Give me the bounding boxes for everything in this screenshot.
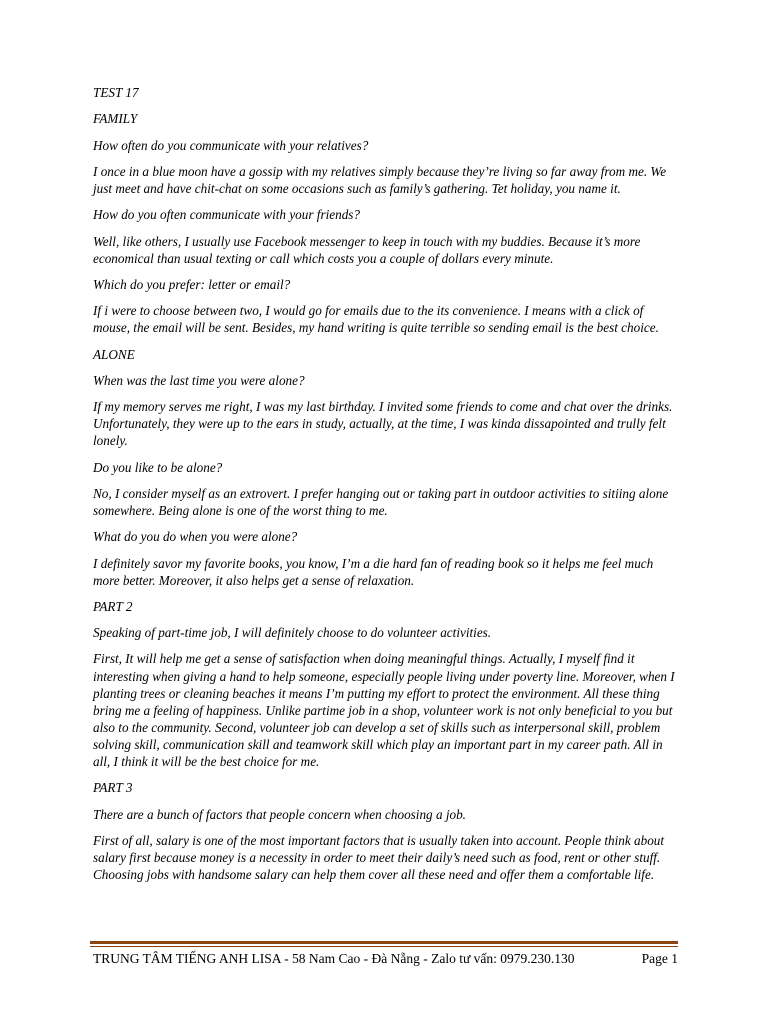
- answer-letter-email: If i were to choose between two, I would go for emails due to the its convenience. I means with a click of mouse, the email will be sent. Besides, my hand writing is quite terrible so sending email is the best choice.: [93, 303, 659, 336]
- part-2-answer: First, It will help me get a sense of satisfaction when doing meaningful things. Actually, I myself find it interesting when giving a hand to help someone, especially people living under poverty line. Moreover, when I planting trees or cleaning beaches it means I’m putting my effort to protect the environment. All these thing bring me a feeling of happiness. Unlike partime job in a shop, volunteer work is not only beneficial to you but also to the community. Second, volunteer job can develop a set of skills such as interpersonal skill, problem solving skill, communication skill and teamwork skill which play an important part in my career path. All in all, I think it will be the best choice for me.: [93, 651, 675, 769]
- footer-rule-thin: [90, 946, 678, 947]
- section-heading-part-2: PART 2: [93, 598, 133, 614]
- footer-page-number: Page 1: [641, 951, 678, 966]
- footer-rule-thick: [90, 941, 678, 944]
- part-3-answer: First of all, salary is one of the most important factors that is usually taken into account. People think about salary first because money is a necessity in order to meet their daily’s need such as food, rent or other stuff. Choosing jobs with handsome salary can help them cover all these need and offer them a comfortable life.: [93, 832, 665, 883]
- part-2-intro: Speaking of part-time job, I will definitely choose to do volunteer activities.: [93, 625, 492, 641]
- section-heading-part-3: PART 3: [93, 780, 133, 796]
- section-heading-family: FAMILY: [93, 111, 138, 127]
- question-like-alone: Do you like to be alone?: [93, 459, 223, 475]
- document-body: [93, 84, 679, 892]
- question-relatives: How often do you communicate with your relatives?: [93, 137, 369, 153]
- test-title: TEST 17: [93, 85, 139, 100]
- section-heading-alone: ALONE: [93, 346, 135, 362]
- answer-last-time-alone: If my memory serves me right, I was my last birthday. I invited some friends to come and chat over the drinks. Unfortunately, they were up to the ears in study, actually, at the time, I was kinda dissapointed and trully felt lonely.: [93, 399, 673, 449]
- answer-friends: Well, like others, I usually use Facebook messenger to keep in touch with my buddies. Because it’s more economical than usual texting or call which costs you a couple of dollars every minute.: [93, 233, 641, 266]
- footer-center-text: TRUNG TÂM TIẾNG ANH LISA - 58 Nam Cao - Đà Nẵng - Zalo tư vấn: 0979.230.130: [93, 951, 575, 966]
- question-do-when-alone: What do you do when you were alone?: [93, 529, 298, 545]
- answer-do-when-alone: I definitely savor my favorite books, you know, I’m a die hard fan of reading book so it helps me feel much more better. Moreover, it also helps get a sense of relaxation.: [93, 555, 654, 588]
- answer-like-alone: No, I consider myself as an extrovert. I prefer hanging out or taking part in outdoor activities to sitiing alone somewhere. Being alone is one of the worst thing to me.: [93, 485, 669, 518]
- question-last-time-alone: When was the last time you were alone?: [93, 372, 305, 388]
- question-letter-email: Which do you prefer: letter or email?: [93, 276, 291, 292]
- question-friends: How do you often communicate with your friends?: [93, 207, 361, 223]
- answer-relatives: I once in a blue moon have a gossip with my relatives simply because they’re living so far away from me. We just meet and have chit-chat on some occasions such as family’s gathering. Tet holiday, you name it.: [93, 163, 667, 196]
- part-3-intro: There are a bunch of factors that people concern when choosing a job.: [93, 806, 466, 822]
